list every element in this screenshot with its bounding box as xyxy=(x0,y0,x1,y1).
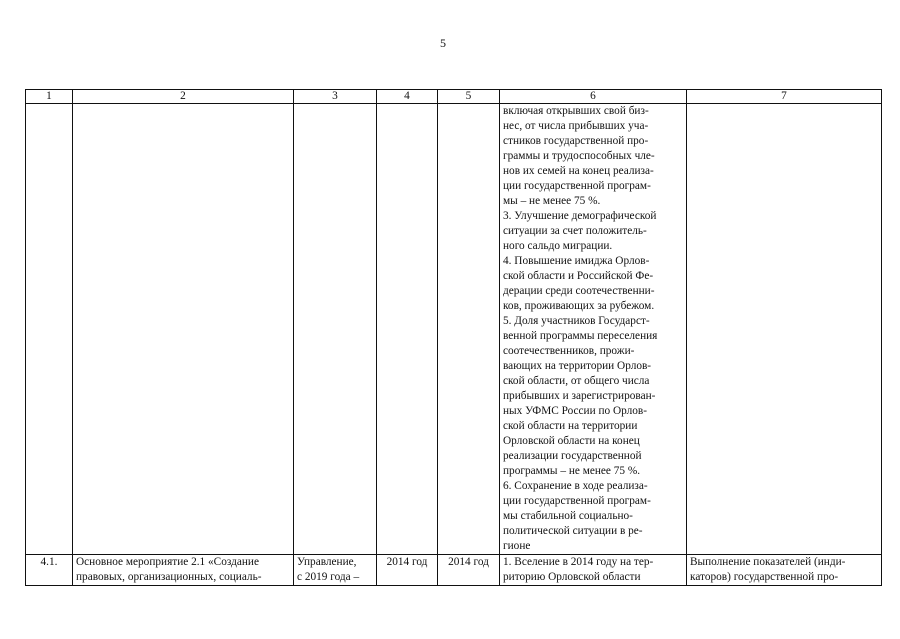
table-row-4-1 xyxy=(26,555,882,586)
cell-empty xyxy=(294,104,377,555)
responsible-executor: Управление, с 2019 года – xyxy=(294,555,377,586)
expected-result: 1. Вселение в 2014 году на тер- риторию Орловской области xyxy=(500,555,687,586)
column-header-3: 3 xyxy=(294,90,377,104)
activity-name: Основное мероприятие 2.1 «Создание правовых, организационных, социаль- xyxy=(73,555,294,586)
column-header-4: 4 xyxy=(377,90,438,104)
end-year: 2014 год xyxy=(438,555,500,586)
column-header-5: 5 xyxy=(438,90,500,104)
page-number: 5 xyxy=(440,36,446,50)
column-header-1: 1 xyxy=(26,90,73,104)
row-number: 4.1. xyxy=(26,555,73,586)
cell-empty xyxy=(687,104,882,555)
program-table xyxy=(25,89,882,586)
expected-results-text: включая открывших свой биз- нес, от числа прибывших уча- стников государственной про- граммы и трудоспособных чле- нов их семей на конец реализа- ции государственной програм- мы – не менее 75 %. 3. Улучшение демографической ситуации за счет положитель- ного сальдо миграции. 4. Повышение имиджа Орлов- ской области и Российской Фе- дерации среди соотечественни- ков, проживающих за рубежом. 5. Доля участников Государст- венной программы переселения соотечественников, прожи- вающих на территории Орлов- ской области, от общего числа прибывших и зарегистрирован- ных УФМС России по Орлов- ской области на территории Орловской области на конец реализации государственной программы – не менее 75 %. 6. Сохранение в ходе реализа- ции государственной програм- мы стабильной социально- политической ситуации в ре- гионе xyxy=(500,104,687,555)
table-header-row xyxy=(26,90,882,104)
cell-empty xyxy=(73,104,294,555)
table-row-continuation xyxy=(26,104,882,555)
column-header-6: 6 xyxy=(500,90,687,104)
start-year: 2014 год xyxy=(377,555,438,586)
cell-empty xyxy=(26,104,73,555)
column-header-2: 2 xyxy=(73,90,294,104)
column-header-7: 7 xyxy=(687,90,882,104)
cell-empty xyxy=(377,104,438,555)
cell-empty xyxy=(438,104,500,555)
indicator-link: Выполнение показателей (инди- каторов) государственной про- xyxy=(687,555,882,586)
